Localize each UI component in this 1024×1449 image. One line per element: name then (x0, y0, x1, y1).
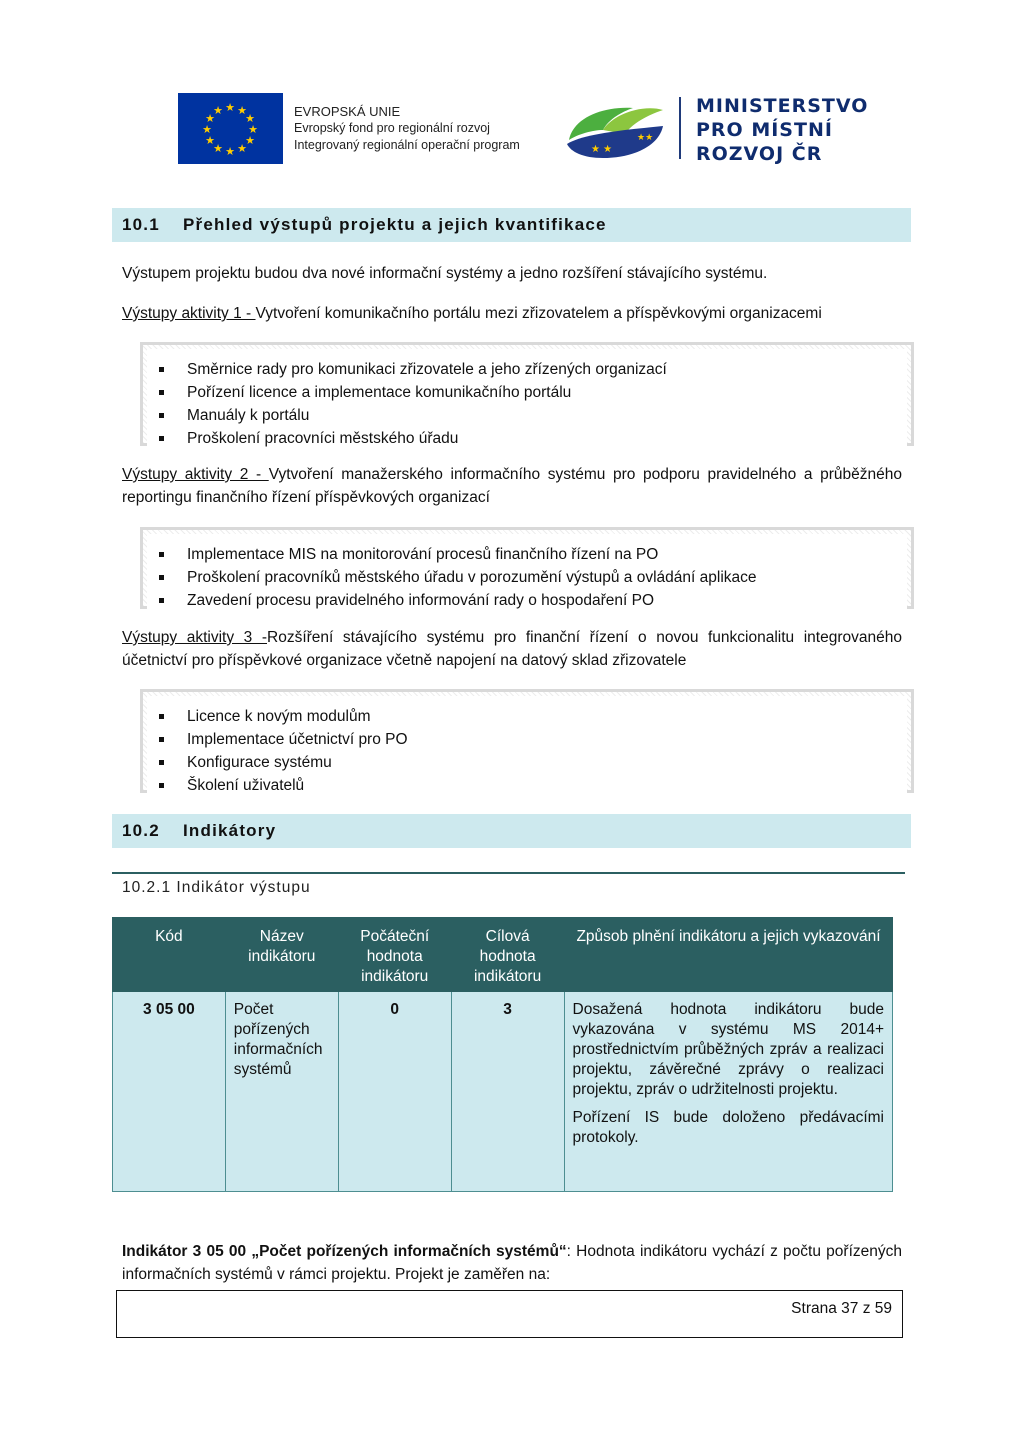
section-number: 10.2 (122, 821, 160, 840)
list-item: Směrnice rady pro komunikaci zřizovatele a jeho zřízených organizací (147, 358, 907, 381)
indicator-method (564, 991, 892, 1192)
svg-text:★: ★ (213, 142, 223, 155)
eu-line: Evropský fond pro regionální rozvoj (294, 121, 490, 135)
ministry-name (696, 94, 868, 166)
svg-text:★: ★ (213, 104, 223, 117)
column-header: Počáteční hodnota indikátoru (338, 917, 451, 991)
activity3-label: Výstupy aktivity 3 - (122, 629, 267, 646)
indicator-name: Počet pořízených informačních systémů (225, 991, 338, 1192)
eu-flag-logo (178, 93, 283, 164)
eu-line: Integrovaný regionální operační program (294, 138, 520, 152)
svg-text:★: ★ (245, 112, 255, 125)
eu-stars-icon (178, 93, 283, 164)
svg-text:★: ★ (248, 123, 258, 136)
list-item: Manuály k portálu (147, 404, 907, 427)
section-title: Indikátory (183, 821, 277, 840)
method-paragraph: Pořízení IS bude doloženo předávacími protokoly. (572, 1109, 884, 1146)
list-item: Proškolení pracovníků městského úřadu v porozumění výstupů a ovládání aplikace (147, 566, 907, 589)
indicator-table (112, 917, 893, 1192)
svg-text:★: ★ (205, 134, 215, 147)
activity2-list-box (140, 527, 914, 609)
column-header: Cílová hodnota indikátoru (451, 917, 564, 991)
method-paragraph: Dosažená hodnota indikátoru bude vykazována v systému MS 2014+ prostřednictvím průběžných zpráv a realizaci projektu, závěrečné zprávy o realizaci projektu, zpráv o udržitelnosti projektu. (572, 1001, 884, 1098)
column-header: Název indikátoru (225, 917, 338, 991)
list-item: Implementace MIS na monitorování procesů finančního řízení na PO (147, 543, 907, 566)
svg-text:★★: ★★ (637, 133, 654, 143)
list-item: Proškolení pracovníci městského úřadu (147, 427, 907, 450)
svg-text:★: ★ (202, 123, 212, 136)
column-header: Způsob plnění indikátoru a jejich vykazování (564, 917, 892, 991)
list-item: Školení uživatelů (147, 774, 907, 797)
svg-text:★: ★ (237, 142, 247, 155)
indicator-note-text: : Hodnota indikátoru vychází z počtu pořízených informačních systémů v rámci projektu. Projekt je zaměřen na: (122, 1243, 902, 1283)
page-footer (116, 1290, 903, 1338)
list-item: Konfigurace systému (147, 751, 907, 774)
svg-text:★: ★ (237, 104, 247, 117)
list-item: Zavedení procesu pravidelného informování rady o hospodaření PO (147, 589, 907, 612)
indicator-target-value: 3 (451, 991, 564, 1192)
activity2-label: Výstupy aktivity 2 - (122, 466, 269, 483)
indicator-note-bold: Indikátor 3 05 00 „Počet pořízených informačních systémů“ (122, 1243, 567, 1260)
indicator-note (122, 1240, 902, 1286)
indicator-code: 3 05 00 (113, 991, 226, 1192)
activity3-text: Rozšíření stávajícího systému pro finanční řízení o novou funkcionalitu integrovaného účetnictví pro příspěvkové organizace včetně napojení na datový sklad zřizovatele (122, 629, 902, 669)
activity1-text: Vytvoření komunikačního portálu mezi zřizovatelem a příspěvkovými organizacemi (255, 305, 822, 322)
ministry-line: MINISTERSTVO (696, 95, 869, 117)
table-row (113, 991, 893, 1192)
section-heading-10-1 (112, 208, 911, 242)
activity3-list-box (140, 689, 914, 793)
page-number: Strana 37 z 59 (791, 1300, 892, 1317)
activity1-label: Výstupy aktivity 1 - (122, 305, 256, 322)
activity2-list (147, 534, 907, 612)
svg-text:★ ★: ★ ★ (591, 144, 613, 155)
activity1-heading (122, 302, 902, 325)
activity3-list (147, 696, 907, 797)
activity1-list (147, 349, 907, 450)
svg-text:★: ★ (225, 101, 235, 114)
eu-program-text (294, 103, 520, 154)
activity1-list-box (140, 342, 914, 446)
table-header-row (113, 917, 893, 991)
ministry-line: ROZVOJ ČR (696, 143, 823, 165)
eu-line: EVROPSKÁ UNIE (294, 104, 401, 119)
activity2-text: Vytvoření manažerského informačního systému pro podporu pravidelného a průběžného reportingu finančního řízení příspěvkových organizací (122, 466, 902, 506)
list-item: Pořízení licence a implementace komunikačního portálu (147, 381, 907, 404)
svg-text:★: ★ (245, 134, 255, 147)
intro-paragraph: Výstupem projektu budou dva nové informační systémy a jedno rozšíření stávajícího systému. (122, 265, 768, 282)
svg-text:★: ★ (225, 145, 235, 158)
svg-text:★: ★ (205, 112, 215, 125)
activity2-heading (122, 463, 902, 509)
ministry-line: PRO MÍSTNÍ (696, 119, 833, 141)
subsection-title: 10.2.1 Indikátor výstupu (122, 879, 311, 896)
ministry-logo (563, 100, 668, 162)
section-title: Přehled výstupů projektu a jejich kvantifikace (183, 215, 607, 234)
ministry-emblem-icon (563, 100, 668, 162)
section-heading-10-2 (112, 814, 911, 848)
list-item: Licence k novým modulům (147, 705, 907, 728)
list-item: Implementace účetnictví pro PO (147, 728, 907, 751)
subsection-rule (112, 872, 905, 874)
section-number: 10.1 (122, 215, 160, 234)
activity3-heading (122, 626, 902, 672)
indicator-start-value: 0 (338, 991, 451, 1192)
column-header: Kód (113, 917, 226, 991)
logo-divider (679, 97, 681, 159)
